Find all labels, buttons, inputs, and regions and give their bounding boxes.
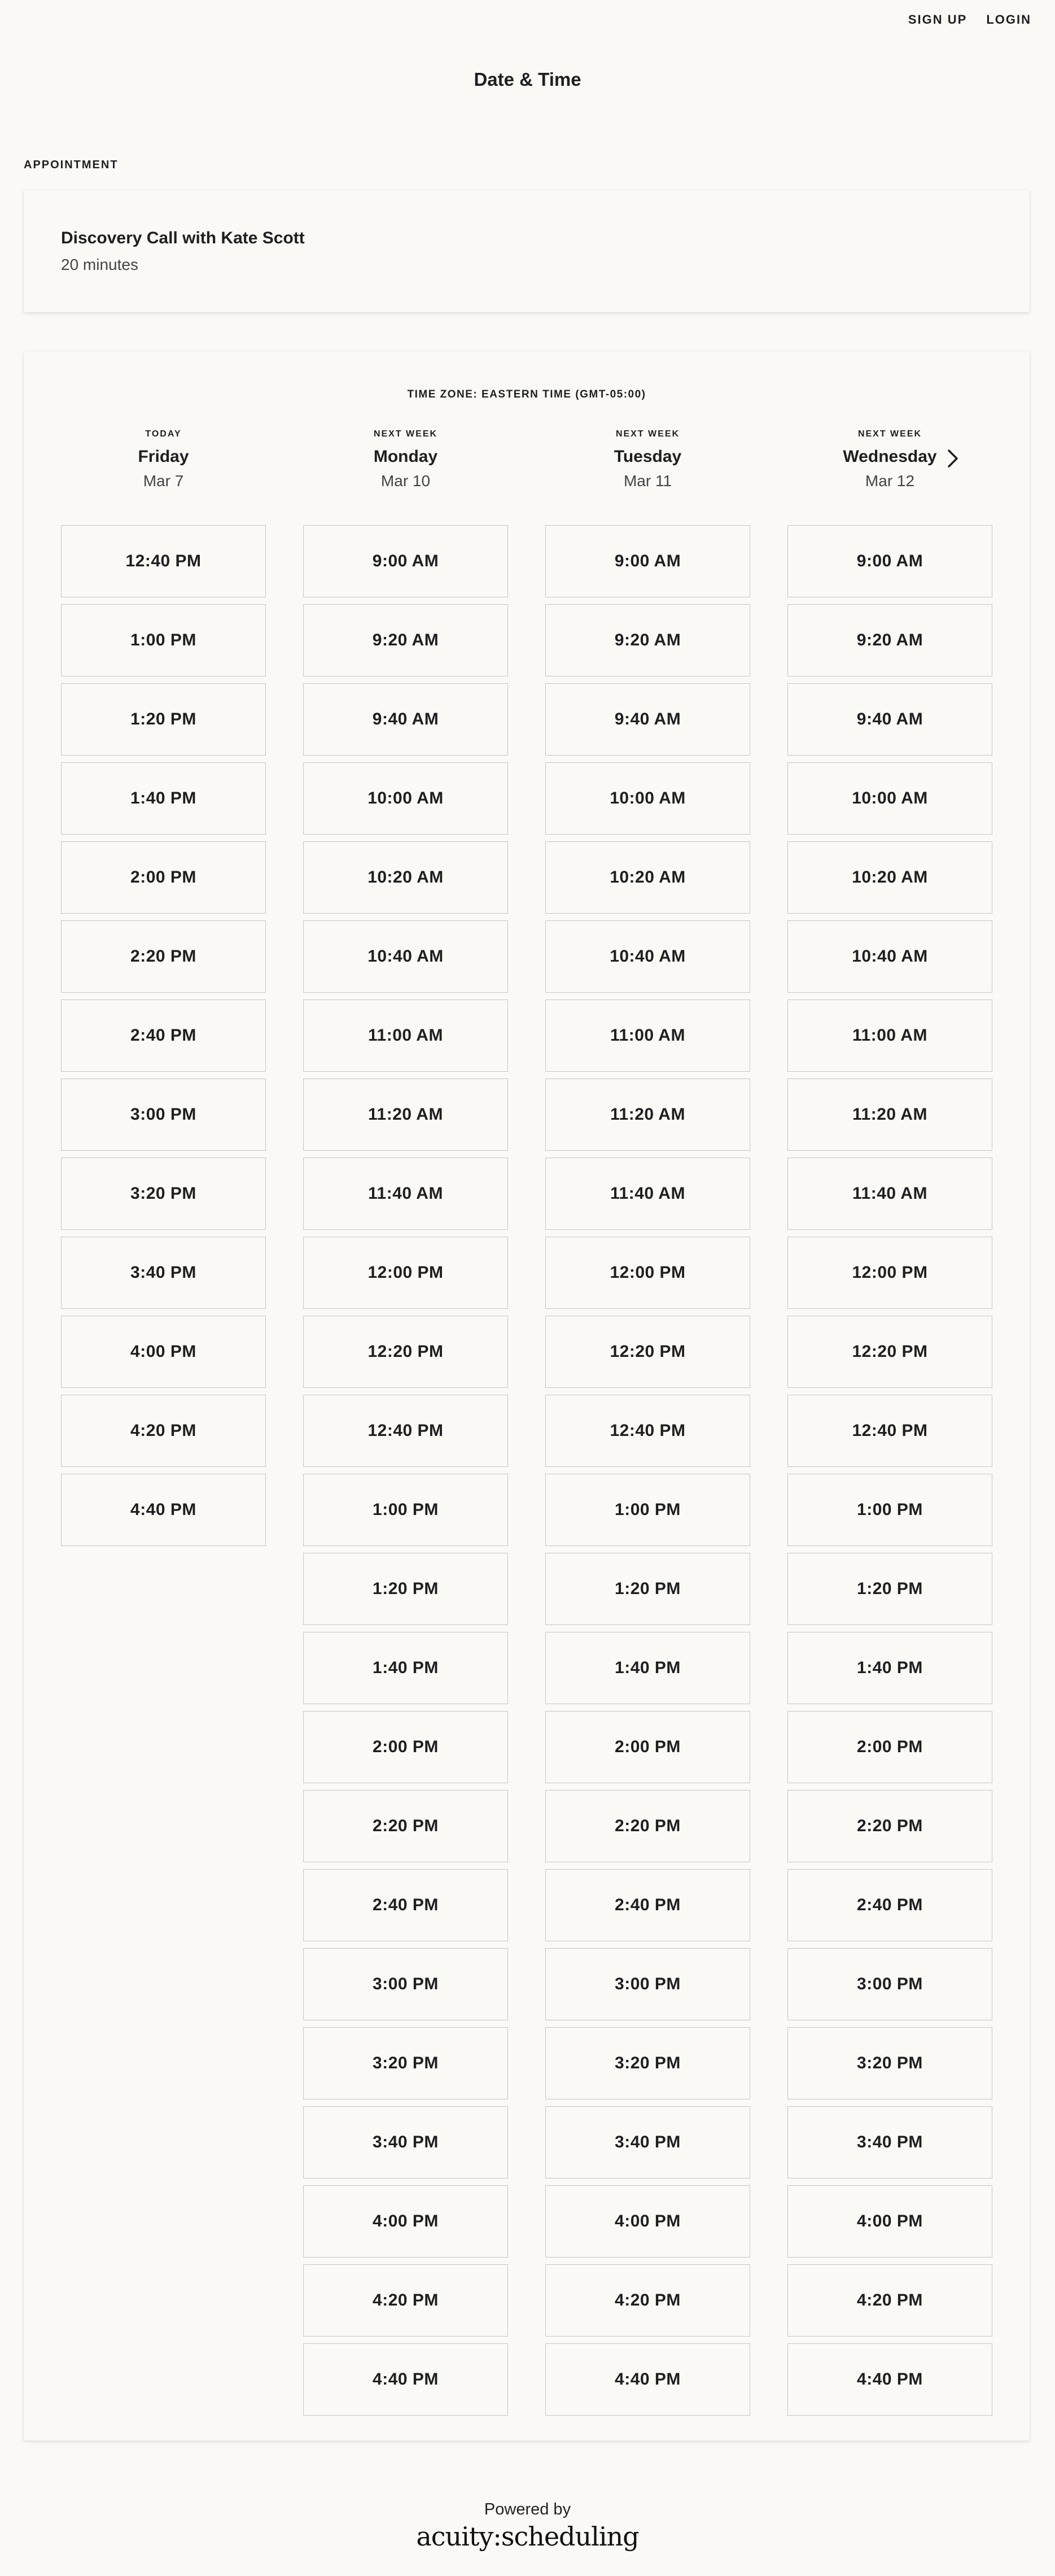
time-slot-button[interactable]: 4:20 PM [545,2264,750,2337]
time-slot-button[interactable]: 3:00 PM [303,1948,508,2020]
time-slot-button[interactable]: 4:40 PM [61,1474,266,1546]
page-title: Date & Time [474,69,581,90]
time-slot-button[interactable]: 2:40 PM [303,1869,508,1941]
time-slot-button[interactable]: 12:00 PM [545,1237,750,1309]
powered-by-text: Powered by [484,2500,571,2518]
time-slot-button[interactable]: 1:20 PM [787,1553,992,1625]
time-slot-button[interactable]: 9:20 AM [303,604,508,676]
time-slot-button[interactable]: 3:40 PM [61,1237,266,1309]
time-slot-button[interactable]: 11:20 AM [787,1079,992,1151]
day-label: NEXT WEEK [615,429,680,439]
day-label: NEXT WEEK [857,429,922,439]
time-slot-button[interactable]: 10:40 AM [787,920,992,993]
day-date: Mar 7 [143,472,184,490]
time-slot-button[interactable]: 3:40 PM [303,2106,508,2178]
time-slot-button[interactable]: 10:40 AM [303,920,508,993]
time-slot-button[interactable]: 11:40 AM [545,1158,750,1230]
time-slot-button[interactable]: 1:00 PM [61,604,266,676]
time-slot-button[interactable]: 3:20 PM [545,2027,750,2099]
time-slot-button[interactable]: 12:00 PM [787,1237,992,1309]
day-date: Mar 12 [865,472,915,490]
time-slot-button[interactable]: 4:00 PM [787,2185,992,2258]
time-slot-button[interactable]: 9:40 AM [303,683,508,756]
time-slot-button[interactable]: 1:40 PM [545,1632,750,1704]
appointment-card [24,190,1030,312]
day-header [61,429,266,490]
time-slot-button[interactable]: 10:00 AM [787,762,992,835]
slot-list [545,525,750,2422]
day-header [545,429,750,490]
time-slot-button[interactable]: 11:20 AM [303,1079,508,1151]
time-slot-button[interactable]: 1:40 PM [303,1632,508,1704]
time-slot-button[interactable]: 3:00 PM [787,1948,992,2020]
login-link[interactable]: LOGIN [986,12,1031,27]
day-header [303,429,508,490]
time-slot-button[interactable]: 4:40 PM [303,2343,508,2416]
slot-list [303,525,508,2422]
time-slot-button[interactable]: 9:20 AM [787,604,992,676]
day-name: Friday [138,447,189,466]
time-slot-button[interactable]: 4:20 PM [303,2264,508,2337]
time-slot-button[interactable]: 1:40 PM [61,762,266,835]
day-label: NEXT WEEK [373,429,438,439]
time-slot-button[interactable]: 12:20 PM [303,1316,508,1388]
day-date: Mar 10 [380,472,431,490]
time-slot-button[interactable]: 10:20 AM [303,841,508,914]
time-slot-button[interactable]: 11:00 AM [303,999,508,1072]
time-slot-button[interactable]: 4:40 PM [545,2343,750,2416]
time-slot-button[interactable]: 9:00 AM [545,525,750,597]
time-slot-button[interactable]: 2:20 PM [545,1790,750,1862]
day-name: Wednesday [843,447,937,466]
day-date: Mar 11 [623,472,672,490]
time-slot-button[interactable]: 2:00 PM [545,1711,750,1783]
time-slot-button[interactable]: 12:40 PM [787,1395,992,1467]
day-label: TODAY [145,429,182,439]
time-slot-button[interactable]: 2:20 PM [787,1790,992,1862]
time-slot-button[interactable]: 3:00 PM [545,1948,750,2020]
time-slot-button[interactable]: 4:00 PM [61,1316,266,1388]
time-slot-button[interactable]: 1:00 PM [787,1474,992,1546]
time-slot-button[interactable]: 10:00 AM [303,762,508,835]
time-slot-button[interactable]: 11:40 AM [303,1158,508,1230]
time-slot-button[interactable]: 3:40 PM [545,2106,750,2178]
time-slot-button[interactable]: 11:20 AM [545,1079,750,1151]
time-slot-button[interactable]: 2:40 PM [61,999,266,1072]
appointment-duration: 20 minutes [61,256,138,273]
time-slot-button[interactable]: 12:40 PM [545,1395,750,1467]
time-slot-button[interactable]: 9:00 AM [303,525,508,597]
time-slot-button[interactable]: 9:40 AM [545,683,750,756]
time-slot-button[interactable]: 1:20 PM [545,1553,750,1625]
time-slot-button[interactable]: 4:20 PM [787,2264,992,2337]
time-slot-button[interactable]: 1:20 PM [61,683,266,756]
day-name: Monday [373,447,438,466]
time-slot-button[interactable]: 10:20 AM [787,841,992,914]
schedule-card [24,351,1030,2440]
time-slot-button[interactable]: 2:40 PM [787,1869,992,1941]
time-slot-button[interactable]: 1:20 PM [303,1553,508,1625]
signup-link[interactable]: SIGN UP [908,12,968,27]
time-slot-button[interactable]: 2:20 PM [303,1790,508,1862]
time-slot-button[interactable]: 4:40 PM [787,2343,992,2416]
time-slot-button[interactable]: 10:40 AM [545,920,750,993]
time-slot-button[interactable]: 12:40 PM [303,1395,508,1467]
appointment-name: Discovery Call with Kate Scott [61,229,305,247]
time-slot-button[interactable]: 3:20 PM [61,1158,266,1230]
time-slot-button[interactable]: 1:40 PM [787,1632,992,1704]
time-slot-button[interactable]: 9:40 AM [787,683,992,756]
time-slot-button[interactable]: 9:00 AM [787,525,992,597]
time-slot-button[interactable]: 2:00 PM [787,1711,992,1783]
time-slot-button[interactable]: 12:20 PM [545,1316,750,1388]
time-slot-button[interactable]: 4:00 PM [303,2185,508,2258]
time-slot-button[interactable]: 2:00 PM [61,841,266,914]
time-slot-button[interactable]: 12:40 PM [61,525,266,597]
acuity-scheduling-logo: acuity:scheduling [416,2521,639,2552]
time-slot-button[interactable]: 4:20 PM [61,1395,266,1467]
time-slot-button[interactable]: 4:00 PM [545,2185,750,2258]
slot-list [61,525,266,1553]
time-slot-button[interactable]: 12:20 PM [787,1316,992,1388]
day-name: Tuesday [614,447,682,466]
slot-list [787,525,992,2422]
time-slot-button[interactable]: 2:00 PM [303,1711,508,1783]
footer [0,2500,1055,2552]
time-slot-button[interactable]: 3:20 PM [303,2027,508,2099]
time-slot-button[interactable]: 3:40 PM [787,2106,992,2178]
chevron-right-icon[interactable] [943,448,963,469]
time-slot-button[interactable]: 11:00 AM [545,999,750,1072]
time-slot-button[interactable]: 11:40 AM [787,1158,992,1230]
top-nav [908,12,1031,27]
time-slot-button[interactable]: 2:40 PM [545,1869,750,1941]
time-slot-button[interactable]: 3:20 PM [787,2027,992,2099]
appointment-section-label: APPOINTMENT [24,159,119,171]
time-slot-button[interactable]: 12:00 PM [303,1237,508,1309]
time-slot-button[interactable]: 10:20 AM [545,841,750,914]
time-slot-button[interactable]: 2:20 PM [61,920,266,993]
time-slot-button[interactable]: 10:00 AM [545,762,750,835]
time-slot-button[interactable]: 9:20 AM [545,604,750,676]
time-slot-button[interactable]: 1:00 PM [545,1474,750,1546]
time-slot-button[interactable]: 3:00 PM [61,1079,266,1151]
time-slot-button[interactable]: 1:00 PM [303,1474,508,1546]
timezone-label: TIME ZONE: EASTERN TIME (GMT-05:00) [407,388,646,400]
time-slot-button[interactable]: 11:00 AM [787,999,992,1072]
